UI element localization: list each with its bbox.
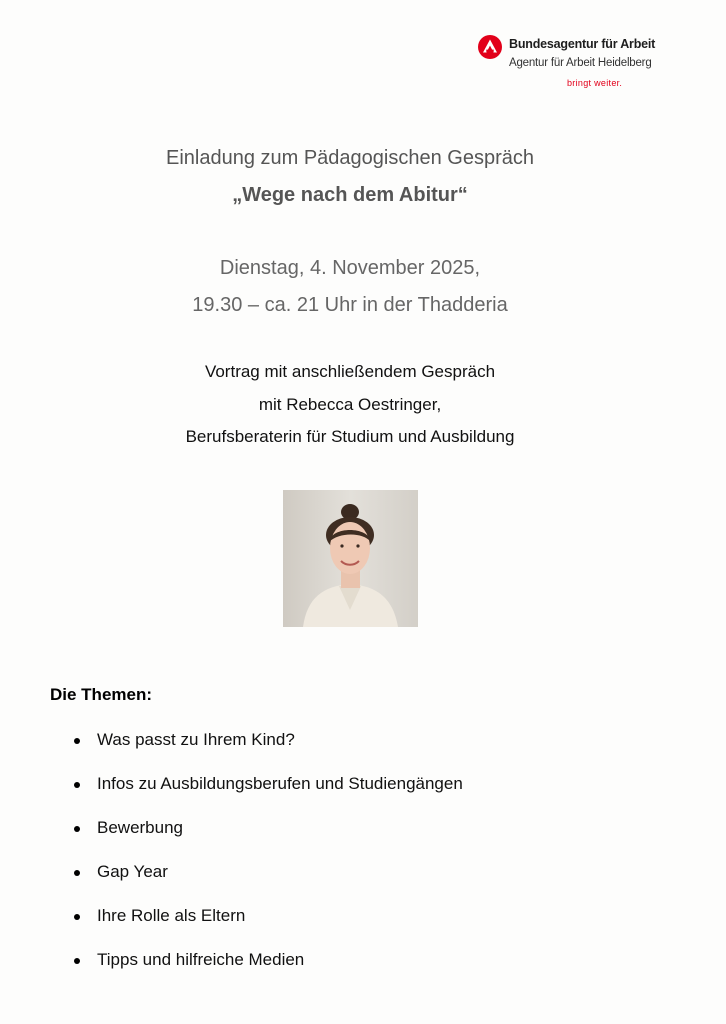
agency-office: Agentur für Arbeit Heidelberg (509, 57, 652, 69)
agency-slogan: bringt weiter. (567, 78, 623, 88)
invitation-title: Einladung zum Pädagogischen Gespräch (165, 147, 535, 169)
lecture-line-1: Vortrag mit anschließendem Gespräch (204, 362, 496, 381)
topic-text: Was passt zu Ihrem Kind? (97, 730, 295, 749)
bullet-icon (74, 958, 80, 964)
event-subtitle: „Wege nach dem Abitur“ (232, 184, 468, 206)
event-date: Dienstag, 4. November 2025, (219, 257, 481, 279)
bullet-icon (74, 914, 80, 920)
topic-text: Gap Year (97, 862, 168, 881)
topic-text: Infos zu Ausbildungsberufen und Studiengängen (97, 774, 463, 793)
agency-name: Bundesagentur für Arbeit (509, 37, 656, 51)
topic-text: Tipps und hilfreiche Medien (97, 950, 305, 969)
lecture-line-3: Berufsberaterin für Studium und Ausbildung (185, 427, 515, 446)
topic-text: Bewerbung (97, 818, 184, 837)
speaker-portrait (283, 490, 418, 627)
bullet-icon (74, 738, 80, 744)
event-time-place: 19.30 – ca. 21 Uhr in der Thadderia (192, 294, 508, 316)
speaker-photo (283, 490, 418, 627)
bullet-icon (74, 782, 80, 788)
bullet-icon (74, 826, 80, 832)
lecture-line-2: mit Rebecca Oestringer, (258, 395, 442, 414)
agency-logo-icon (478, 35, 502, 59)
agency-logo (478, 34, 678, 94)
topic-text: Ihre Rolle als Eltern (97, 906, 246, 925)
bullet-icon (74, 870, 80, 876)
topics-heading: Die Themen: (50, 685, 153, 704)
